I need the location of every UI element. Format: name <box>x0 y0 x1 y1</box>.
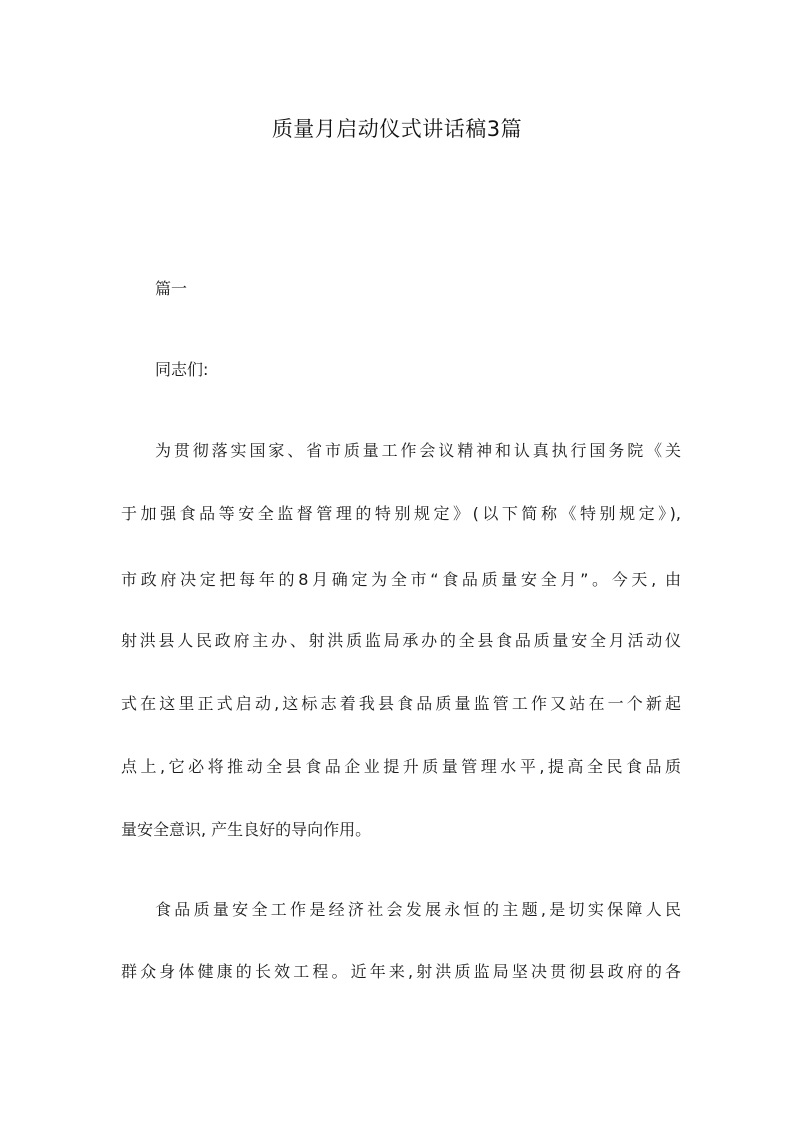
paragraph-line: 市政府决定把每年的8月确定为全市“食品质量安全月”。今天, 由 <box>121 570 681 589</box>
document-title: 质量月启动仪式讲话稿3篇 <box>271 117 523 141</box>
paragraph-line: 点上,它必将推动全县食品企业提升质量管理水平,提高全民食品质 <box>121 757 681 776</box>
paragraph-line: 射洪县人民政府主办、射洪质监局承办的全县食品质量安全月活动仪 <box>121 631 681 650</box>
paragraph-line: 量安全意识, 产生良好的导向作用。 <box>121 820 372 839</box>
paragraph-line: 于加强食品等安全监督管理的特别规定》(以下简称《特别规定》), <box>121 504 681 523</box>
paragraph-line: 群众身体健康的长效工程。近年来,射洪质监局坚决贯彻县政府的各 <box>121 962 681 981</box>
salutation: 同志们: <box>155 360 209 379</box>
paragraph-line: 为贯彻落实国家、省市质量工作会议精神和认真执行国务院《关 <box>155 441 681 460</box>
paragraph-line: 食品质量安全工作是经济社会发展永恒的主题,是切实保障人民 <box>155 900 681 919</box>
section-heading: 篇一 <box>155 279 188 298</box>
paragraph-line: 式在这里正式启动,这标志着我县食品质量监管工作又站在一个新起 <box>121 694 681 713</box>
